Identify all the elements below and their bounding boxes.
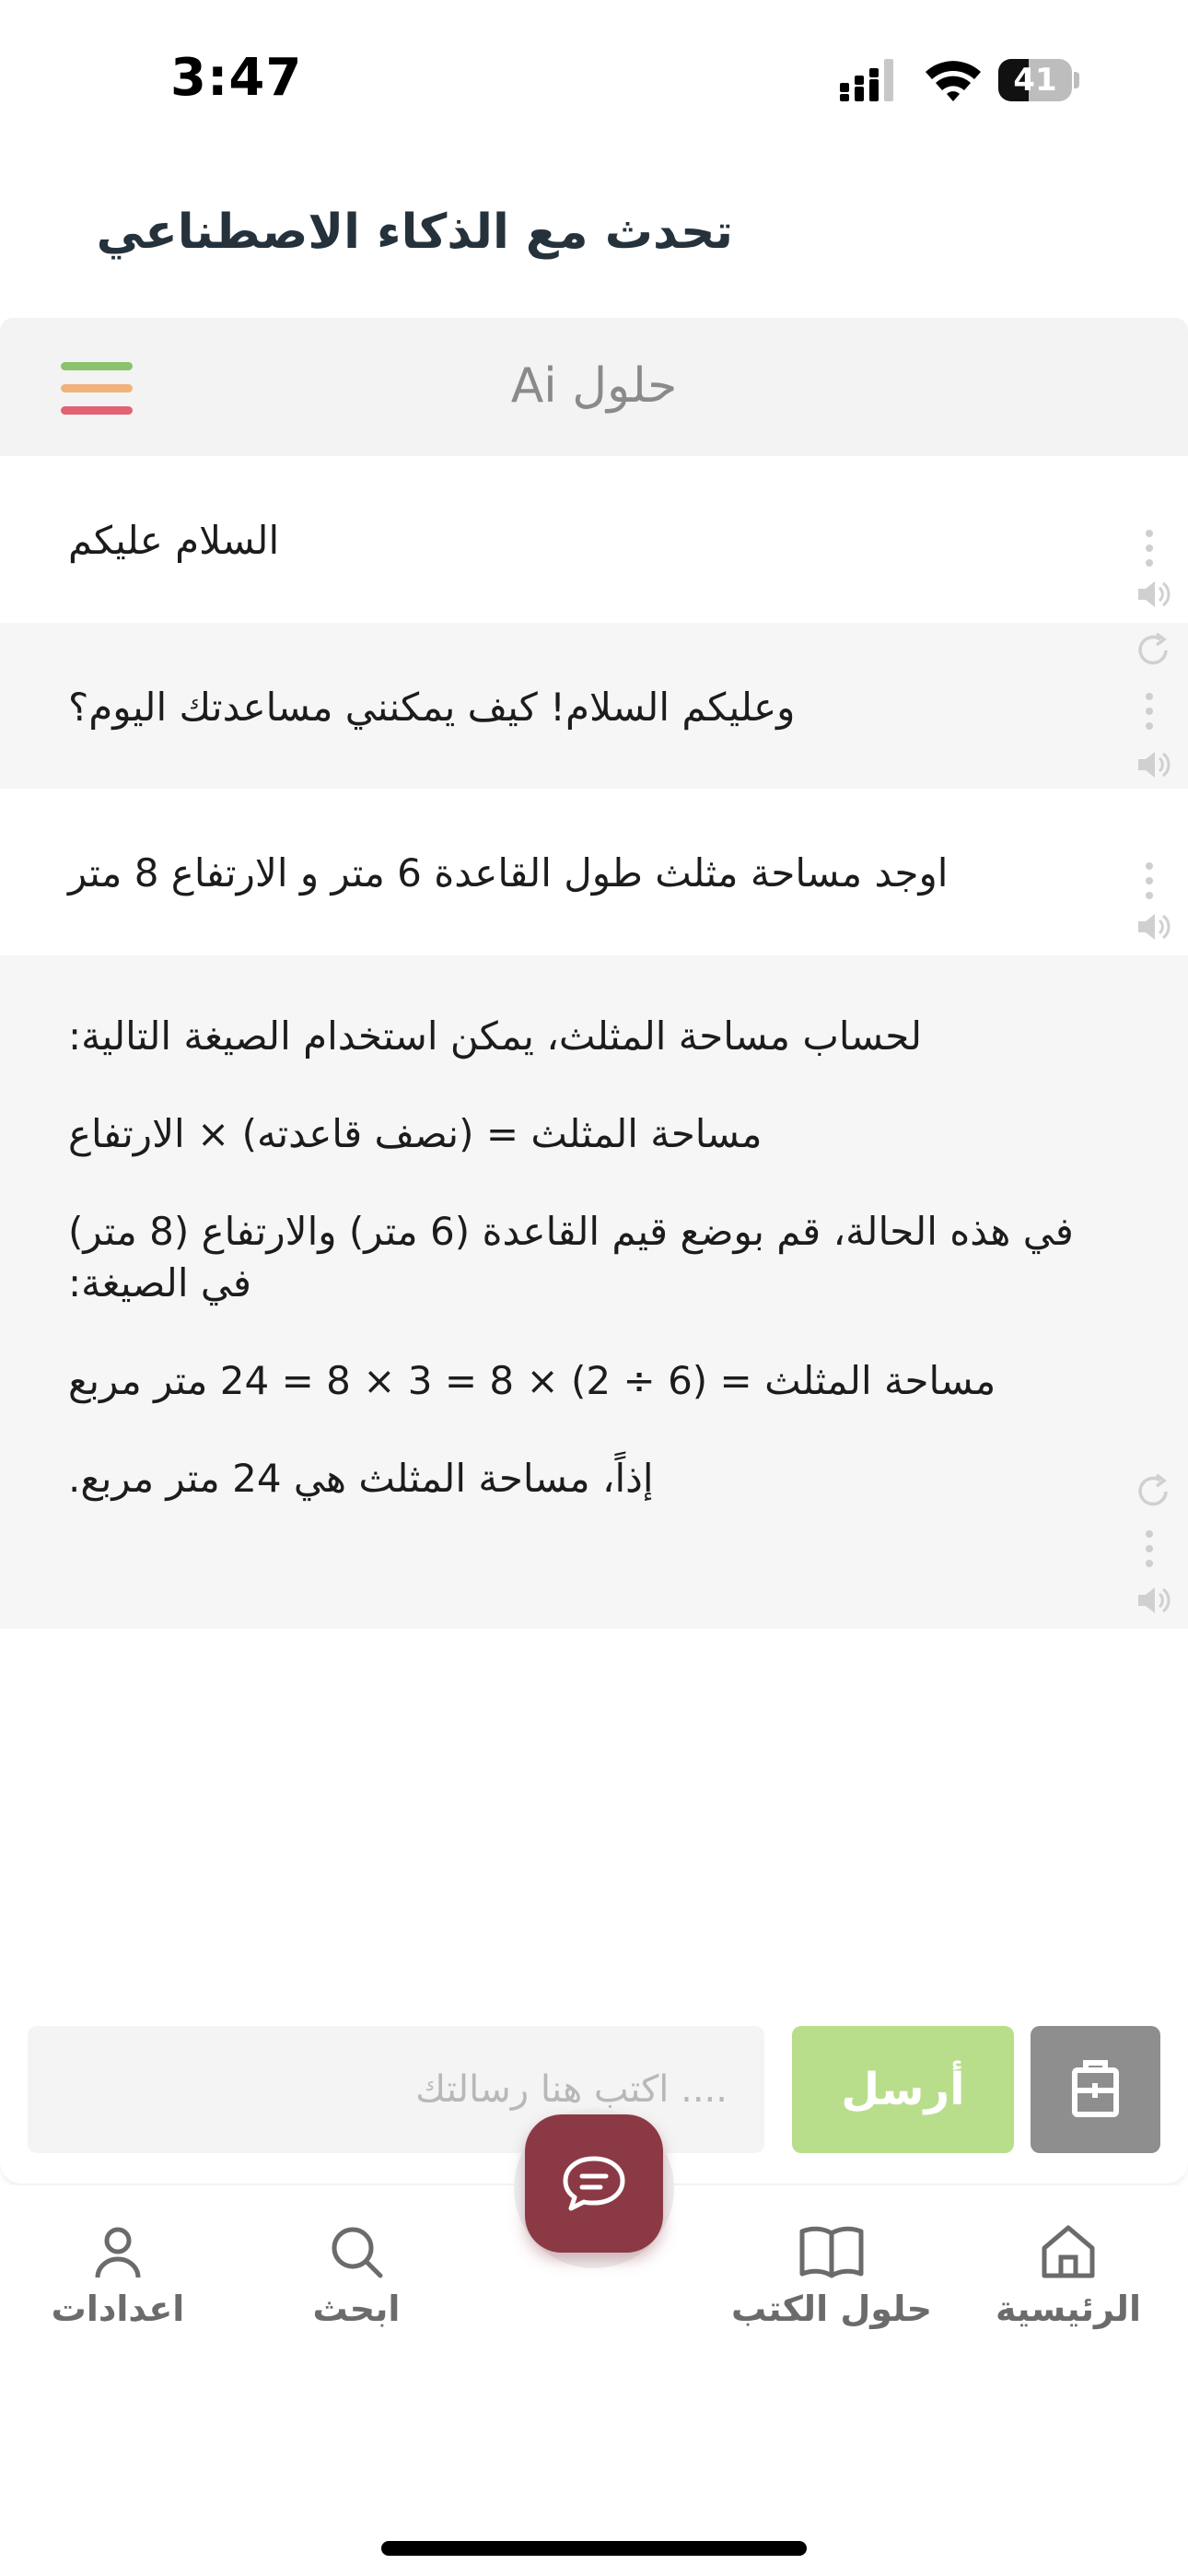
page-title: تحدث مع الذكاء الاصطناعي	[96, 205, 733, 260]
chat-bubble-icon	[525, 2114, 663, 2253]
nav-item-book-solutions[interactable]	[730, 2222, 933, 2329]
more-options-icon[interactable]	[1146, 693, 1157, 737]
battery-icon	[998, 59, 1079, 101]
message-paragraph: مساحة المثلث = (نصف قاعدته) × الارتفاع	[68, 1111, 763, 1156]
home-icon	[1039, 2222, 1098, 2281]
battery-level: 41	[1013, 62, 1057, 99]
message-text	[68, 515, 1090, 567]
nav-label: اعدادات	[51, 2289, 185, 2329]
toolbox-button[interactable]	[1031, 2026, 1160, 2153]
message-text	[68, 1011, 1090, 1505]
person-icon	[88, 2222, 147, 2281]
nav-item-search[interactable]	[255, 2222, 458, 2329]
more-options-icon[interactable]	[1146, 862, 1157, 907]
message-text	[68, 848, 1090, 899]
wifi-icon	[923, 57, 984, 101]
message-ai	[0, 955, 1188, 1629]
message-text	[68, 682, 1090, 733]
nav-label: ابحث	[312, 2289, 401, 2329]
home-indicator[interactable]	[381, 2541, 807, 2556]
message-paragraph: السلام عليكم	[68, 518, 280, 563]
status-bar	[0, 0, 1188, 157]
message-user	[0, 456, 1188, 623]
speaker-icon[interactable]	[1135, 908, 1171, 945]
speaker-icon[interactable]	[1135, 746, 1171, 783]
cellular-signal-icon	[840, 59, 904, 101]
message-paragraph: لحساب مساحة المثلث، يمكن استخدام الصيغة التالية:	[68, 1013, 923, 1059]
toolbox-icon	[1031, 2026, 1160, 2153]
message-paragraph: إذاً، مساحة المثلث هي 24 متر مربع.	[68, 1456, 654, 1501]
regenerate-icon[interactable]	[1133, 1471, 1173, 1512]
message-paragraph: في هذه الحالة، قم بوضع قيم القاعدة (6 متر) والارتفاع (8 متر) في الصيغة:	[68, 1209, 1074, 1306]
speaker-icon[interactable]	[1135, 576, 1171, 613]
more-options-icon[interactable]	[1146, 530, 1157, 574]
message-paragraph: مساحة المثلث = (6 ÷ 2) × 8 = 3 × 8 = 24 متر مربع	[68, 1358, 996, 1403]
message-ai	[0, 623, 1188, 789]
speaker-icon[interactable]	[1135, 1582, 1171, 1619]
chat-header	[0, 318, 1188, 456]
nav-label: حلول الكتب	[730, 2289, 933, 2329]
more-options-icon[interactable]	[1146, 1530, 1157, 1575]
message-user	[0, 789, 1188, 955]
message-paragraph: وعليكم السلام! كيف يمكنني مساعدتك اليوم؟	[68, 685, 796, 730]
message-paragraph: اوجد مساحة مثلث طول القاعدة 6 متر و الارتفاع 8 متر	[68, 850, 949, 896]
send-button[interactable]: أرسل	[792, 2026, 1014, 2153]
chat-header-title: حلول Ai	[510, 358, 678, 414]
nav-item-home[interactable]	[967, 2222, 1170, 2329]
search-icon	[327, 2222, 386, 2281]
regenerate-icon[interactable]	[1133, 630, 1173, 671]
nav-label: الرئيسية	[996, 2289, 1141, 2329]
nav-item-settings[interactable]	[17, 2222, 219, 2329]
chat-fab-button[interactable]	[525, 2114, 663, 2253]
book-icon	[798, 2222, 865, 2281]
status-time: 3:47	[170, 48, 303, 108]
